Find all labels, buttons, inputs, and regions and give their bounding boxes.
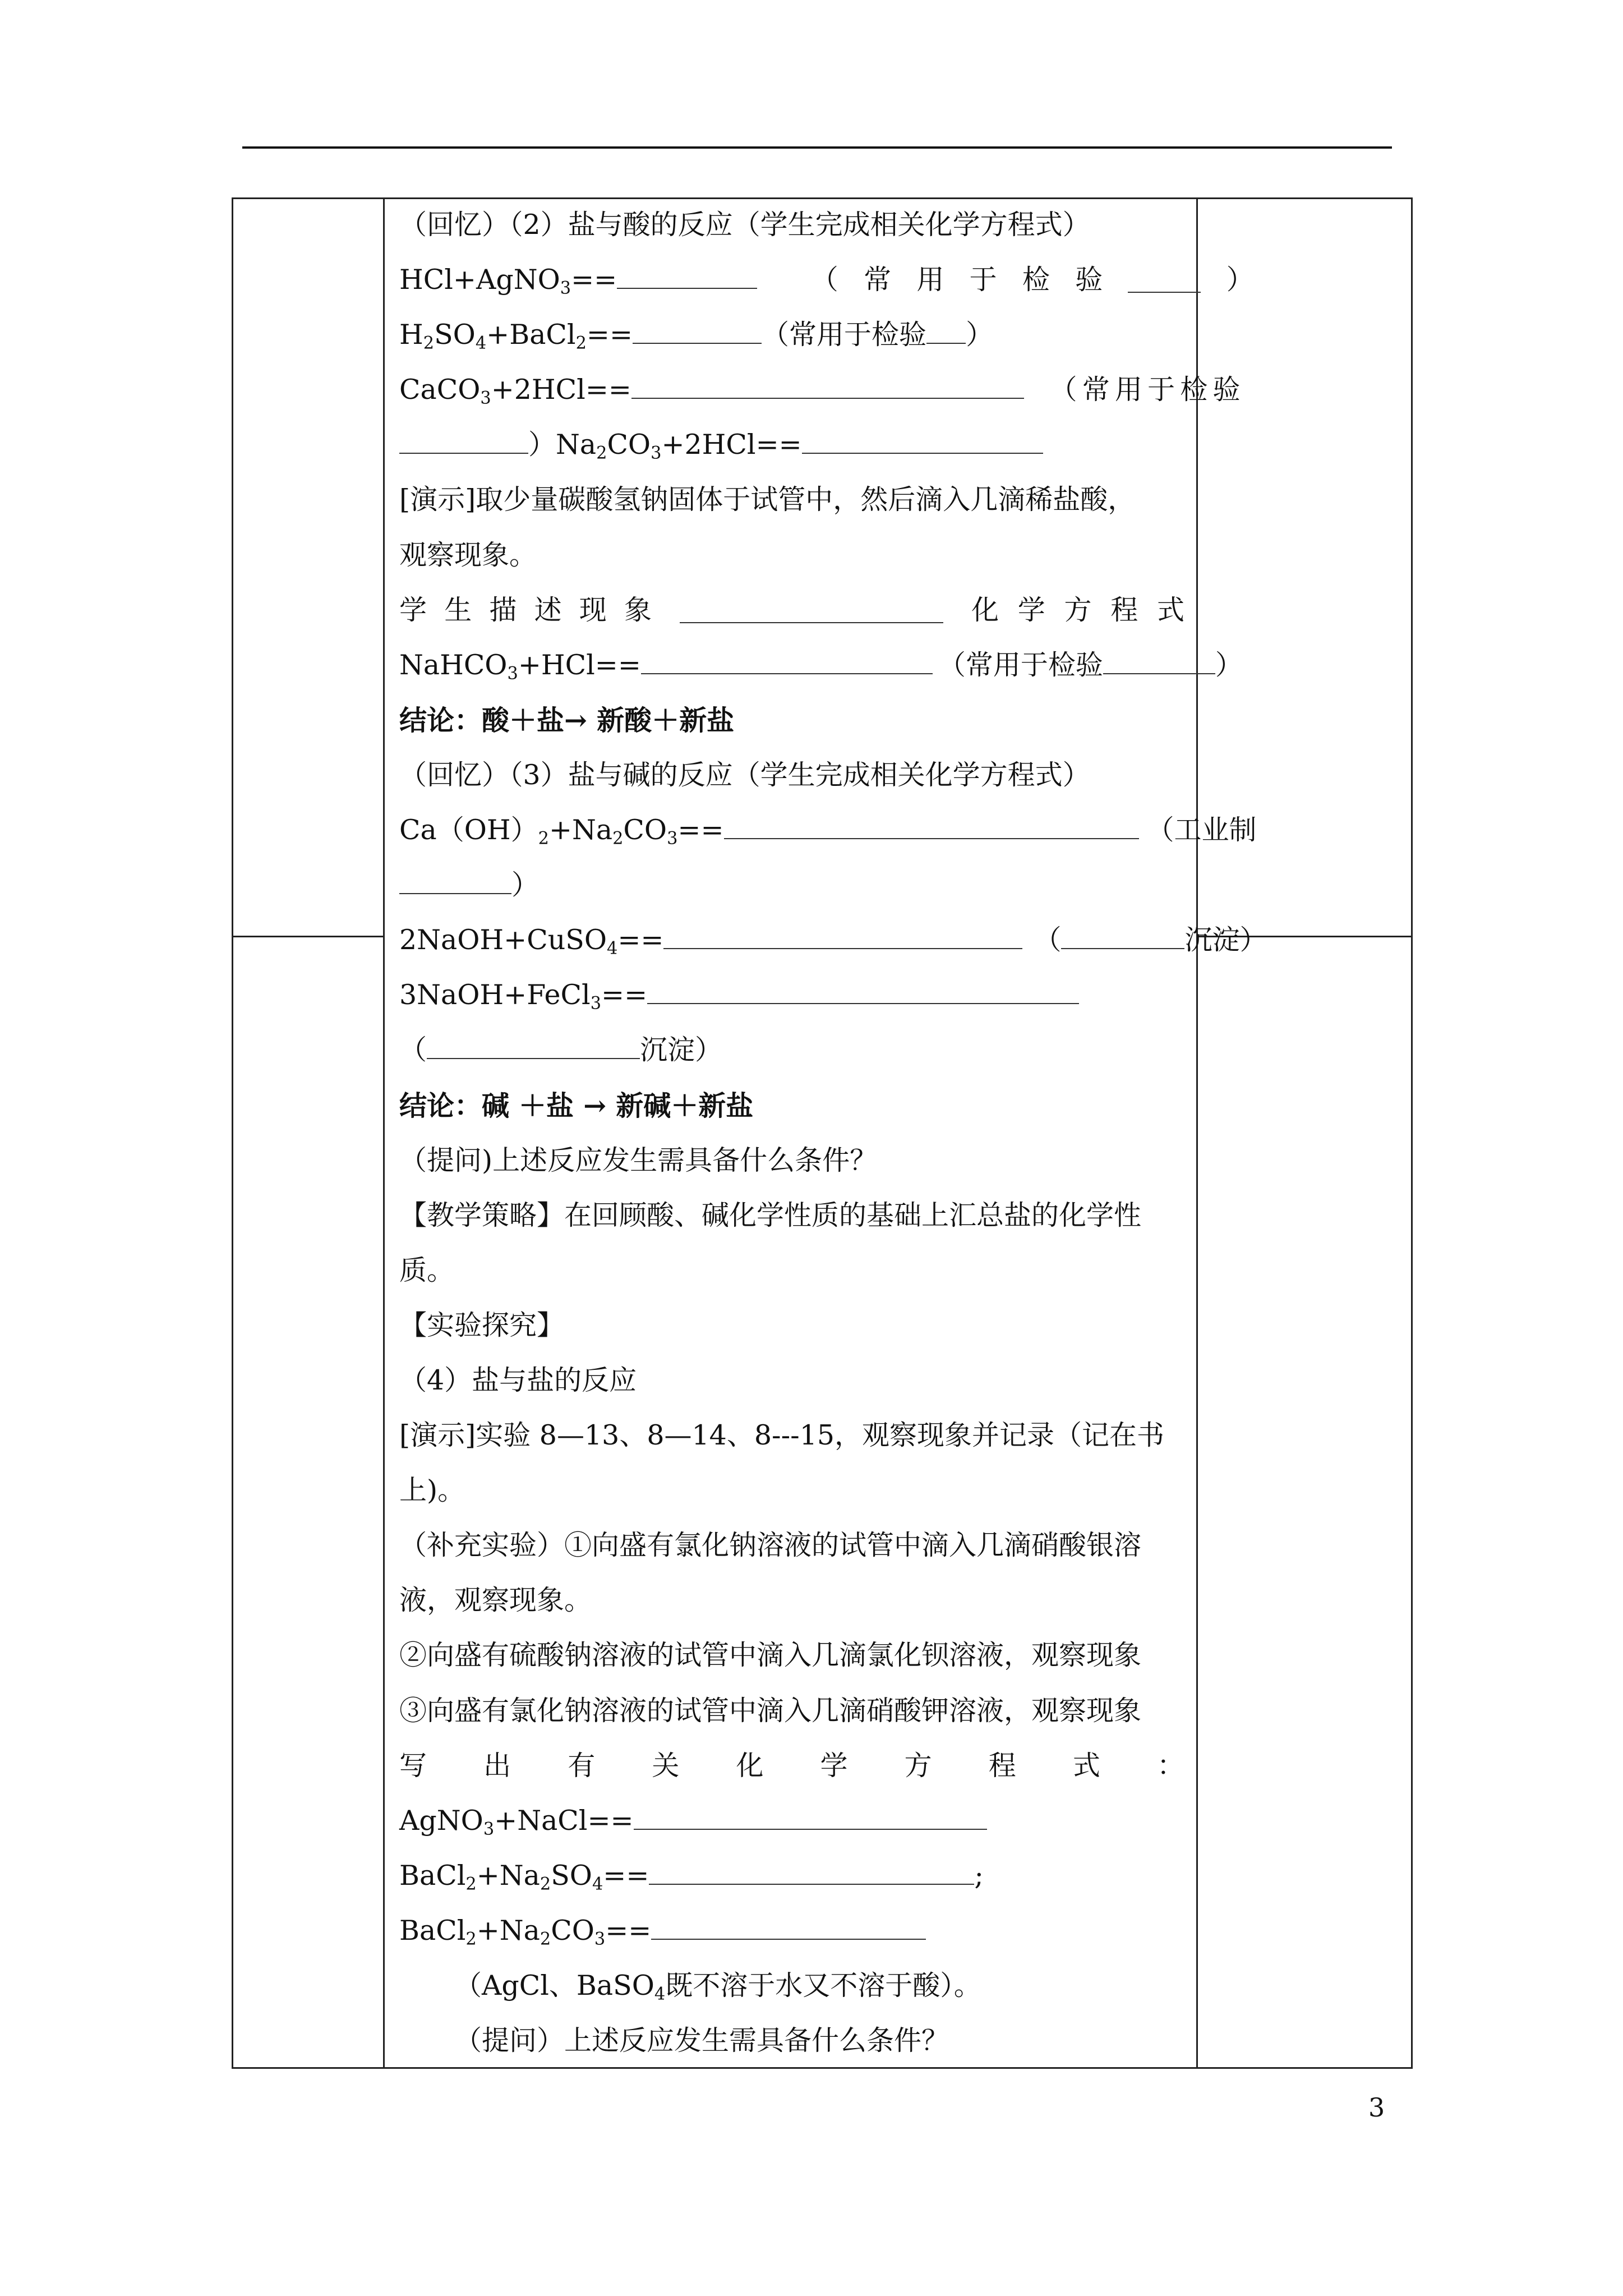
answer-blank[interactable] <box>724 813 1139 839</box>
experiment-heading: 【实验探究】 <box>399 1309 565 1341</box>
answer-blank[interactable] <box>1128 267 1201 293</box>
teaching-strategy: 【教学策略】在回顾酸、碱化学性质的基础上汇总盐的化学性 <box>399 1199 1142 1231</box>
question-conditions: （提问)上述反应发生需具备什么条件？ <box>399 1144 878 1176</box>
usage-note: （ 常 用 于 检 验 ） <box>810 264 1254 296</box>
answer-blank[interactable] <box>634 1804 987 1830</box>
equation-caco3-hcl: CaCO$_3$+2HCl== （ 常 用 于 检 验 <box>399 362 1184 417</box>
insolubility-note: （AgCl、BaSO$_4$既不溶于水又不溶于酸）。 <box>454 1970 981 2004</box>
lesson-content <box>399 197 1267 2068</box>
table-column-divider-right <box>1196 197 1198 2069</box>
equation-bacl2-na2co3: $BaCl_2+Na_2CO_3==$ <box>399 1903 1184 1958</box>
demo-experiments-cont: 上)。 <box>399 1474 465 1507</box>
demo-observe: 观察现象。 <box>399 539 537 571</box>
supplement-experiment-1-cont: 液，观察现象。 <box>399 1584 592 1617</box>
equation-hcl-agno3: HCl+AgNO$_3$== （ 常 用 于 检 验 ） <box>399 252 1184 307</box>
recall-salt-base-heading: （回忆）（3）盐与碱的反应（学生完成相关化学方程式） <box>399 758 1090 791</box>
equation-na2co3-hcl: ）$Na_2CO_3+2HCl==$ <box>399 417 1184 472</box>
demo-sodium-bicarbonate: [演示]取少量碳酸氢钠固体于试管中，然后滴入几滴稀盐酸， <box>399 484 1136 516</box>
answer-blank[interactable] <box>1061 923 1184 949</box>
student-describe-line: 学 生 描 述 现 象 化 学 方 程 式 <box>399 593 1184 626</box>
answer-blank[interactable] <box>649 1859 974 1885</box>
supplement-experiment-3: ③向盛有氯化钠溶液的试管中滴入几滴硝酸钾溶液，观察现象 <box>399 1694 1142 1727</box>
precipitate-note: （ 沉淀） <box>399 1034 723 1066</box>
answer-blank[interactable] <box>802 428 1043 454</box>
usage-note: （ 常 用 于 检 验 <box>1049 374 1241 406</box>
table-column-divider-left <box>383 197 385 2069</box>
supplement-experiment-1: （补充实验）①向盛有氯化钠溶液的试管中滴入几滴硝酸银溶 <box>399 1529 1142 1562</box>
write-equations-prompt: 写 出 有 关 化 学 方 程 式 ： <box>399 1749 1184 1782</box>
question-conditions-2: （提问）上述反应发生需具备什么条件？ <box>454 2024 949 2057</box>
answer-blank[interactable] <box>617 263 757 289</box>
answer-blank[interactable] <box>399 428 528 454</box>
header-rule <box>242 146 1392 149</box>
equation-caoh2-na2co3: $Ca(OH)_2+Na_2CO_3==$ （工业制 <box>399 814 1257 849</box>
supplement-experiment-2: ②向盛有硫酸钠溶液的试管中滴入几滴氯化钡溶液，观察现象 <box>399 1639 1142 1672</box>
teaching-strategy-cont: 质。 <box>399 1254 455 1286</box>
answer-blank[interactable] <box>926 318 966 344</box>
demo-experiments: [演示]实验 8—13、8—14、8---15，观察现象并记录（记在书 <box>399 1419 1165 1452</box>
answer-blank[interactable] <box>399 868 511 894</box>
equation-bacl2-na2so4: $BaCl_2+Na_2SO_4==$ ; <box>399 1859 984 1894</box>
answer-blank[interactable] <box>680 597 943 623</box>
equation-h2so4-bacl2: $H_2SO_4+BaCl_2==$ （常用于检验 ） <box>399 319 994 353</box>
answer-blank[interactable] <box>647 978 1079 1004</box>
answer-blank[interactable] <box>1103 648 1215 674</box>
page-number: 3 <box>1368 2092 1385 2123</box>
conclusion-base-salt: 结论：碱 ＋盐 → 新碱＋新盐 <box>399 1089 754 1122</box>
answer-blank[interactable] <box>663 923 1022 949</box>
equation-nahco3-hcl: NaHCO$_3$+HCl== （常用于检验 ） <box>399 648 1243 684</box>
conclusion-acid-salt: 结论：酸＋盐→ 新酸＋新盐 <box>399 703 735 737</box>
equation-naoh-fecl3: 3NaOH+FeCl$_3$== <box>399 968 1184 1023</box>
equation-agno3-nacl: AgNO$_3$+NaCl== <box>399 1793 1184 1848</box>
answer-blank[interactable] <box>633 318 762 344</box>
salt-salt-heading: （4）盐与盐的反应 <box>399 1364 637 1396</box>
industrial-use-blank: ） <box>399 858 1184 913</box>
answer-blank[interactable] <box>427 1033 640 1059</box>
answer-blank[interactable] <box>631 373 1024 399</box>
table-row-divider-left <box>232 936 385 937</box>
recall-salt-acid-heading: （回忆）（2）盐与酸的反应（学生完成相关化学方程式） <box>399 209 1090 241</box>
equation-naoh-cuso4: 2NaOH+CuSO$_4$== （ 沉淀） <box>399 924 1267 959</box>
answer-blank[interactable] <box>651 1914 926 1940</box>
answer-blank[interactable] <box>641 648 933 674</box>
